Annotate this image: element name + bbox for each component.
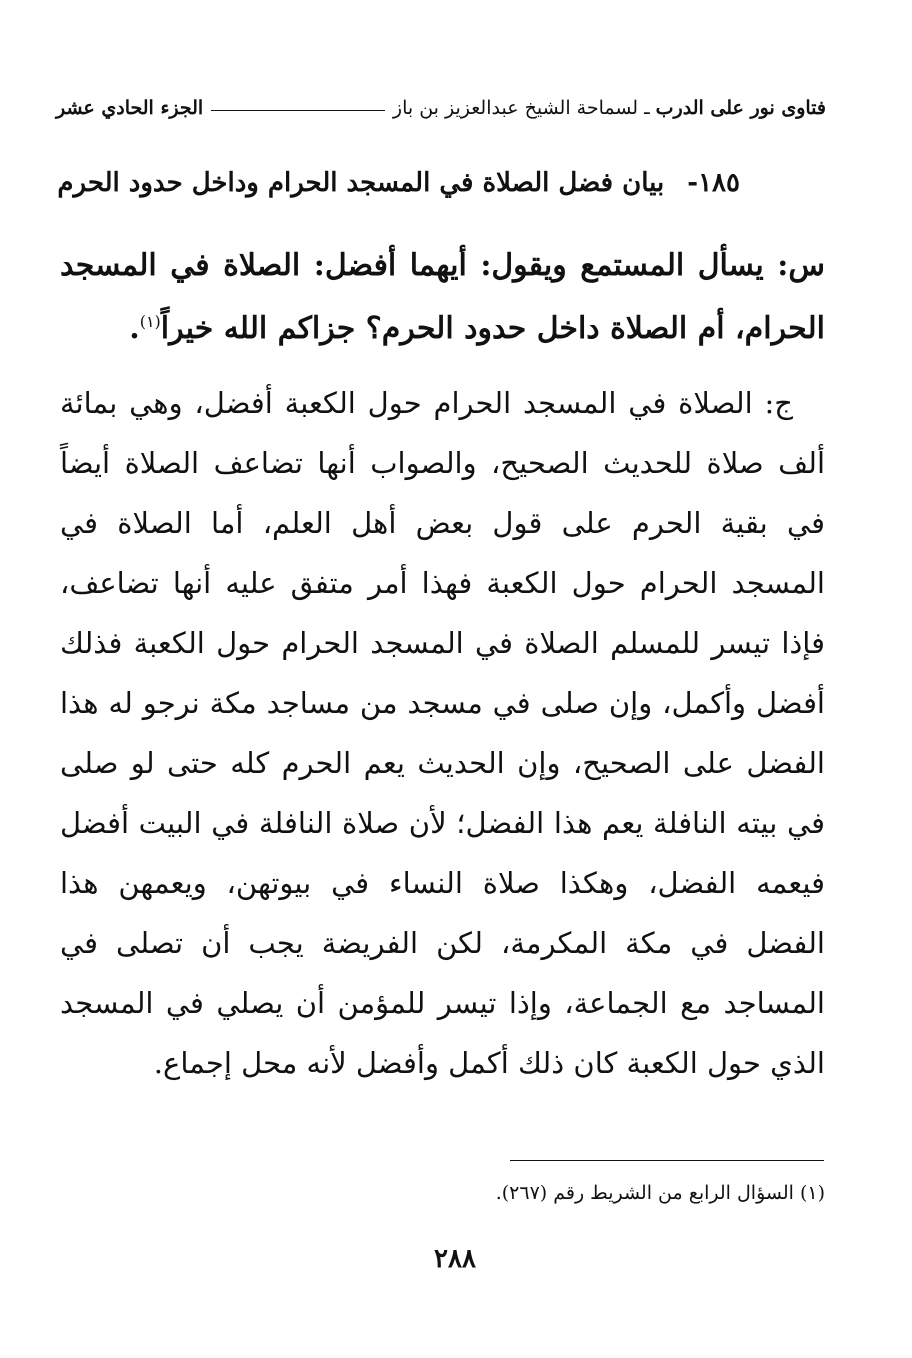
header-dash: ـ	[644, 97, 650, 119]
question-text: س: يسأل المستمع ويقول: أيهما أفضل: الصلاة في المسجد الحرام، أم الصلاة داخل حدود الحرم؟ جزاكم الله خيراً	[60, 248, 825, 346]
answer-block	[60, 373, 825, 1093]
header-rule	[211, 110, 385, 111]
running-header	[56, 92, 826, 124]
page-number: ٢٨٨	[434, 1244, 476, 1274]
section-heading	[57, 168, 740, 198]
header-book-title: فتاوى نور على الدرب	[655, 97, 826, 119]
header-author: لسماحة الشيخ عبدالعزيز بن باز	[392, 97, 639, 119]
footnote-separator	[510, 1160, 824, 1161]
footnote: (١) السؤال الرابع من الشريط رقم (٢٦٧).	[495, 1182, 825, 1204]
header-title-group	[393, 97, 826, 119]
section-number: ١٨٥-	[687, 168, 740, 198]
question-end: .	[129, 311, 140, 346]
header-part: الجزء الحادي عشر	[56, 97, 204, 119]
question-paragraph	[60, 238, 825, 357]
footnote-marker: (١)	[139, 312, 161, 331]
section-title: بيان فضل الصلاة في المسجد الحرام وداخل حدود الحرم	[57, 168, 665, 198]
answer-paragraph: ج: الصلاة في المسجد الحرام حول الكعبة أفضل، وهي بمائة ألف صلاة للحديث الصحيح، والصواب أنها تضاعف الصلاة أيضاً في بقية الحرم على قول بعض أهل العلم، أما الصلاة في المسجد الحرام حول الكعبة فهذا أمر متفق عليه أنها تضاعف، فإذا تيسر للمسلم الصلاة في المسجد الحرام حول الكعبة فذلك أفضل وأكمل، وإن صلى في مسجد من مساجد مكة نرجو له هذا الفضل على الصحيح، وإن الحديث يعم الحرم كله حتى لو صلى في بيته النافلة يعم هذا الفضل؛ لأن صلاة النافلة في البيت أفضل فيعمه الفضل، وهكذا صلاة النساء في بيوتهن، ويعمهن هذا الفضل في مكة المكرمة، لكن الفريضة يجب أن تصلى في المساجد مع الجماعة، وإذا تيسر للمؤمن أن يصلي في المسجد الذي حول الكعبة كان ذلك أكمل وأفضل لأنه محل إجماع.	[60, 386, 825, 1080]
